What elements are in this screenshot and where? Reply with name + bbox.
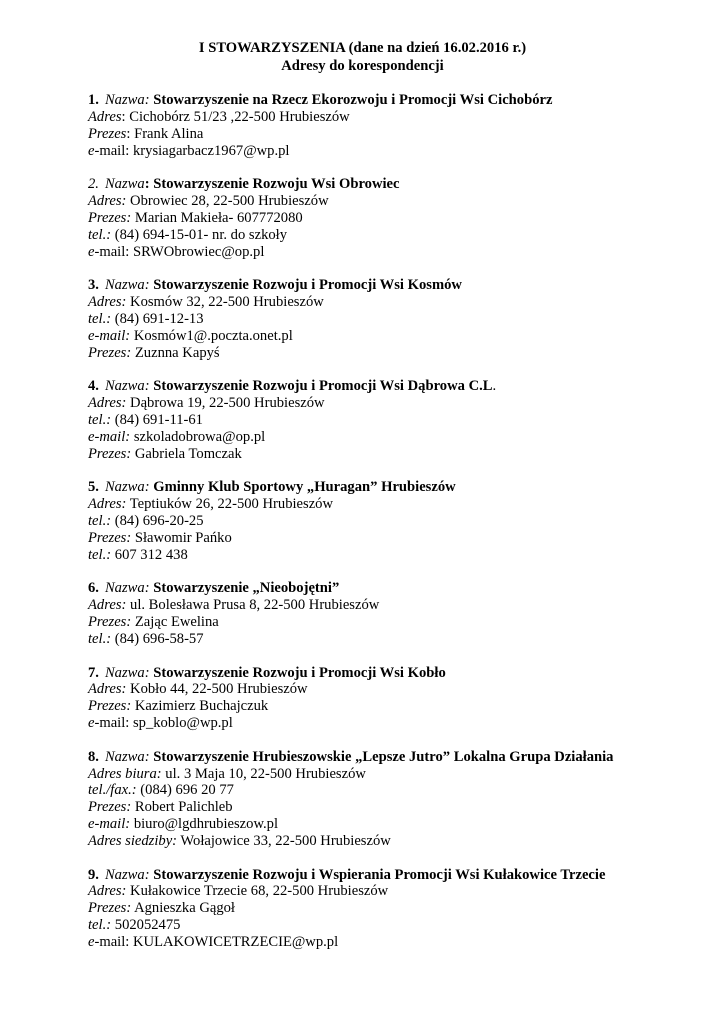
entry-field-row — [88, 513, 708, 530]
association-name: Gminny Klub Sportowy „Huragan” Hrubieszów — [153, 479, 456, 496]
association-entry — [88, 378, 708, 462]
field-value: Agnieszka Gągoł — [134, 900, 235, 917]
field-label: e — [88, 142, 95, 159]
field-label: Adres: — [88, 395, 127, 412]
field-value: (84) 691-11-61 — [114, 412, 203, 429]
association-entry — [88, 749, 708, 850]
name-label: Nazwa: — [104, 748, 150, 765]
entry-title-row — [88, 749, 708, 766]
field-label: Prezes: — [88, 799, 132, 816]
field-value: (84) 691-12-13 — [114, 310, 204, 327]
entry-field-row — [88, 227, 708, 244]
field-value: (84) 696-20-25 — [114, 513, 204, 530]
field-value: (84) 696-58-57 — [114, 631, 204, 648]
entry-field-row — [88, 395, 708, 412]
entry-field-row — [88, 109, 708, 126]
field-label: Adres: — [88, 597, 127, 614]
header-subtitle: Adresy do korespondencji — [281, 58, 444, 74]
entry-field-row — [88, 782, 708, 799]
field-label: tel./fax.: — [88, 782, 137, 799]
name-label: Nazwa: — [104, 92, 150, 108]
entry-title-row — [88, 479, 708, 496]
field-value: -mail: SRWObrowiec@op.pl — [94, 243, 265, 260]
field-separator: : — [126, 125, 135, 142]
field-value: Zuznna Kapyś — [134, 344, 220, 361]
entry-number: 8. — [88, 748, 99, 765]
entry-number: 2. — [88, 176, 99, 193]
field-value: Kobło 44, 22-500 Hrubieszów — [130, 681, 308, 698]
entry-number: 3. — [88, 277, 99, 294]
association-name: : Stowarzyszenie Rozwoju Wsi Obrowiec — [144, 176, 400, 193]
field-label: e-mail: — [88, 428, 131, 445]
entry-field-row — [88, 934, 708, 951]
field-value: Frank Alina — [134, 125, 204, 142]
entry-number: 9. — [88, 866, 99, 883]
entry-field-row — [88, 446, 708, 463]
entry-field-row — [88, 547, 708, 564]
entry-field-row — [88, 833, 708, 850]
field-value: (084) 696 20 77 — [140, 782, 234, 799]
field-label: Prezes: — [88, 445, 132, 462]
entry-field-row — [88, 345, 708, 362]
field-label: Adres: — [88, 294, 127, 311]
header-title: I STOWARZYSZENIA (dane na dzień 16.02.2016 r.) — [198, 40, 527, 56]
field-value: ul. Bolesława Prusa 8, 22-500 Hrubieszów — [130, 597, 380, 614]
association-name-suffix: . — [492, 378, 497, 395]
entry-title-row — [88, 176, 708, 193]
name-label: Nazwa: — [104, 866, 150, 883]
association-entry — [88, 176, 708, 260]
field-label: e — [88, 715, 95, 732]
entry-field-row — [88, 244, 708, 261]
field-label: Adres biura: — [88, 765, 162, 782]
entry-number: 7. — [88, 664, 99, 681]
field-label: e — [88, 243, 95, 260]
field-value: ul. 3 Maja 10, 22-500 Hrubieszów — [165, 765, 366, 782]
field-value: Sławomir Pańko — [134, 529, 232, 546]
association-entry — [88, 580, 708, 648]
entry-title-row — [88, 378, 708, 395]
field-separator: : — [121, 108, 130, 125]
entry-field-row — [88, 900, 708, 917]
field-label: Prezes: — [88, 209, 132, 226]
field-value: Kazimierz Buchajczuk — [134, 698, 269, 715]
association-entry — [88, 867, 708, 951]
document-header — [0, 39, 725, 75]
entry-number: 5. — [88, 479, 99, 496]
association-entry — [88, 665, 708, 733]
field-value: biuro@lgdhrubieszow.pl — [133, 816, 279, 833]
field-value: Obrowiec 28, 22-500 Hrubieszów — [130, 193, 329, 210]
name-label: Nazwa: — [104, 580, 150, 597]
field-value: Teptiuków 26, 22-500 Hrubieszów — [129, 496, 334, 513]
name-label: Nazwa: — [104, 664, 150, 681]
entry-field-row — [88, 799, 708, 816]
field-label: tel.: — [88, 546, 112, 563]
entry-field-row — [88, 429, 708, 446]
field-label: e — [88, 934, 95, 951]
entry-field-row — [88, 294, 708, 311]
association-name: Stowarzyszenie „Nieobojętni” — [153, 580, 340, 597]
association-list — [88, 92, 708, 968]
field-label: Prezes: — [88, 698, 132, 715]
entry-number: 6. — [88, 580, 99, 597]
field-label: Adres — [88, 108, 122, 125]
field-value: -mail: KULAKOWICETRZECIE@wp.pl — [94, 934, 339, 951]
entry-title-row — [88, 277, 708, 294]
field-value: 607 312 438 — [114, 546, 188, 563]
name-label: Nazwa: — [104, 479, 150, 496]
association-name: Stowarzyszenie na Rzecz Ekorozwoju i Promocji Wsi Cichobórz — [153, 92, 553, 108]
entry-number: 1. — [88, 92, 99, 108]
entry-field-row — [88, 883, 708, 900]
entry-field-row — [88, 210, 708, 227]
entry-field-row — [88, 311, 708, 328]
entry-field-row — [88, 597, 708, 614]
field-value: Kosmów1@.poczta.onet.pl — [133, 327, 293, 344]
entry-field-row — [88, 530, 708, 547]
field-label: Prezes: — [88, 614, 132, 631]
association-entry — [88, 277, 708, 361]
field-label: tel.: — [88, 631, 112, 648]
entry-field-row — [88, 698, 708, 715]
entry-field-row — [88, 412, 708, 429]
field-label: Adres: — [88, 883, 127, 900]
entry-field-row — [88, 126, 708, 143]
association-name: Stowarzyszenie Hrubieszowskie „Lepsze Jutro” Lokalna Grupa Działania — [153, 748, 614, 765]
field-value: Robert Palichleb — [134, 799, 233, 816]
field-value: 502052475 — [114, 917, 181, 934]
entry-number: 4. — [88, 378, 99, 395]
field-label: e-mail: — [88, 327, 131, 344]
name-label: Nazwa: — [104, 378, 150, 395]
field-label: Prezes: — [88, 344, 132, 361]
field-value: szkoladobrowa@op.pl — [133, 428, 266, 445]
field-value: Kosmów 32, 22-500 Hrubieszów — [130, 294, 324, 311]
field-label: tel.: — [88, 412, 112, 429]
entry-field-row — [88, 328, 708, 345]
name-label: Nazwa — [104, 176, 145, 193]
entry-field-row — [88, 715, 708, 732]
field-label: tel.: — [88, 310, 112, 327]
field-label: Adres: — [88, 193, 127, 210]
field-value: Dąbrowa 19, 22-500 Hrubieszów — [130, 395, 325, 412]
field-label: Prezes: — [88, 529, 132, 546]
entry-field-row — [88, 631, 708, 648]
field-label: tel.: — [88, 513, 112, 530]
field-label: Prezes — [88, 125, 127, 142]
field-label: Adres: — [88, 681, 127, 698]
association-name: Stowarzyszenie Rozwoju i Wspierania Promocji Wsi Kułakowice Trzecie — [153, 866, 606, 883]
entry-title-row — [88, 867, 708, 884]
field-value: Wołajowice 33, 22-500 Hrubieszów — [180, 833, 391, 850]
field-value: (84) 694-15-01- nr. do szkoły — [114, 226, 288, 243]
field-label: tel.: — [88, 226, 112, 243]
association-name: Stowarzyszenie Rozwoju i Promocji Wsi Kobło — [153, 664, 446, 681]
entry-title-row — [88, 92, 708, 109]
entry-field-row — [88, 917, 708, 934]
field-label: tel.: — [88, 917, 112, 934]
entry-title-row — [88, 665, 708, 682]
entry-field-row — [88, 766, 708, 783]
association-entry — [88, 92, 708, 160]
field-value: Kułakowice Trzecie 68, 22-500 Hrubieszów — [130, 883, 389, 900]
association-name: Stowarzyszenie Rozwoju i Promocji Wsi Kosmów — [153, 277, 462, 294]
field-value: Zając Ewelina — [134, 614, 219, 631]
entry-field-row — [88, 143, 708, 160]
field-value: Gabriela Tomczak — [134, 445, 242, 462]
field-label: Prezes: — [88, 900, 132, 917]
field-value: -mail: krysiagarbacz1967@wp.pl — [94, 142, 290, 159]
field-label: Adres siedziby: — [88, 833, 178, 850]
association-entry — [88, 479, 708, 563]
name-label: Nazwa: — [104, 277, 150, 294]
entry-field-row — [88, 614, 708, 631]
entry-field-row — [88, 496, 708, 513]
field-label: Adres: — [88, 496, 127, 513]
field-label: e-mail: — [88, 816, 131, 833]
association-name: Stowarzyszenie Rozwoju i Promocji Wsi Dąbrowa C.L — [153, 378, 493, 395]
entry-title-row — [88, 580, 708, 597]
entry-field-row — [88, 193, 708, 210]
entry-field-row — [88, 816, 708, 833]
field-value: Cichobórz 51/23 ,22-500 Hrubieszów — [129, 108, 350, 125]
field-value: -mail: sp_koblo@wp.pl — [94, 715, 233, 732]
field-value: Marian Makieła- 607772080 — [134, 209, 303, 226]
entry-field-row — [88, 681, 708, 698]
